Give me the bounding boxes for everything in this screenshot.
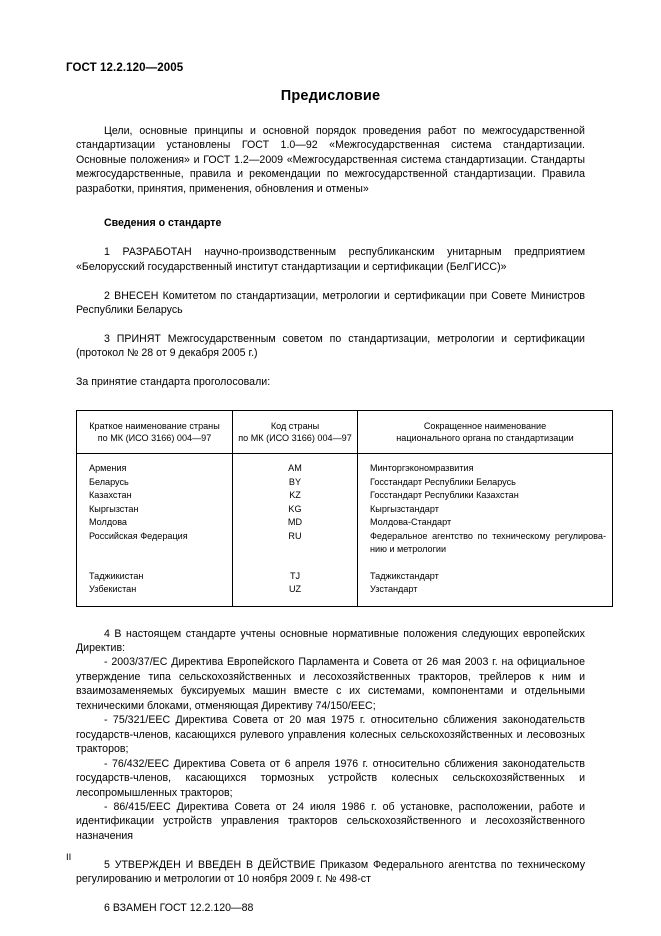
row-spacer (89, 543, 226, 556)
country-code: AM (288, 463, 302, 474)
spacer (76, 843, 585, 858)
intro-paragraph: Цели, основные принципы и основной порядок проведения работ по межгосударственной стандартизации установлены ГОСТ 1.0—92 «Межгосударственная система стандартизации. Основные положения» и ГОСТ 1.2—2009 «Межгосударственная система стандартизации. Стандарты межгосударственные, правила и рекомендации по межгосударственной стандартизации. Правила разработки, принятия, применения, обновления и отмены» (76, 125, 585, 195)
country-code: UZ (288, 584, 302, 595)
directive-item-3: - 76/432/ЕЕС Директива Совета от 6 апреля 1976 г. относительно сближения законодательств государств-членов, касающихся тормозных устройств колесных сельскохозяйственных и лесопромышленных тракторов; (76, 757, 585, 799)
row-spacer (370, 556, 606, 569)
final-item-approved: 5 УТВЕРЖДЕН И ВВЕДЕН В ДЕЙСТВИЕ Приказом Федерального агентства по техническому регулированию и метрологии от 10 ноября 2009 г. № 498-ст (76, 858, 585, 886)
organization-name-cont: нию и метрологии (370, 543, 447, 554)
spacer (76, 607, 585, 627)
table-cell-organizations (358, 454, 613, 606)
country-name: Таджикистан (89, 570, 144, 581)
page-number: II (66, 852, 72, 863)
header-line: по МК (ИСО 3166) 004—97 (238, 433, 352, 444)
row-spacer (89, 556, 226, 569)
spacer (76, 390, 585, 410)
country-code: BY (288, 476, 302, 487)
table-header-organization (358, 410, 613, 454)
cell-content (233, 454, 357, 605)
header-line: по МК (ИСО 3166) 004—97 (97, 433, 212, 444)
vote-intro-text: За принятие стандарта проголосовали: (76, 376, 271, 389)
spacer (76, 231, 585, 246)
table-head (77, 410, 613, 454)
table-header-code (233, 410, 358, 454)
header-line: Код страны (270, 420, 320, 431)
country-code: KG (288, 503, 302, 514)
table-body (77, 454, 613, 606)
table-cell-codes (233, 454, 358, 606)
organization-name: Молдова-Стандарт (370, 517, 452, 528)
info-item-1: 1 РАЗРАБОТАН научно-производственным республиканским унитарным предприятием «Белорусский государственный институт стандартизации и сертификации (БелГИСС)» (76, 246, 585, 273)
table-header-country (77, 410, 233, 454)
country-code: KZ (289, 490, 301, 501)
vote-table (76, 410, 613, 607)
standard-code-header: ГОСТ 12.2.120—2005 (66, 62, 184, 74)
header-line: национального органа по стандартизации (396, 433, 574, 444)
country-name: Беларусь (89, 476, 129, 487)
spacer (76, 196, 585, 216)
document-body (76, 124, 606, 916)
country-name: Казахстан (89, 490, 132, 501)
country-name: Молдова (89, 517, 127, 528)
spacer (76, 361, 585, 376)
country-name: Российская Федерация (89, 530, 188, 541)
country-code: RU (288, 530, 302, 541)
organization-name: Минторгэкономразвития (370, 463, 474, 474)
directives-lead: 4 В настоящем стандарте учтены основные нормативные положения следующих европейских Директив: (76, 627, 585, 654)
country-code: MD (287, 517, 303, 528)
organization-name: Госстандарт Республики Казахстан (370, 490, 519, 501)
country-name: Узбекистан (89, 584, 137, 595)
header-line: Краткое наименование страны (89, 420, 220, 431)
header-line: Сокращенное наименование (423, 420, 547, 431)
info-item-2: 2 ВНЕСЕН Комитетом по стандартизации, метрологии и сертификации при Совете Министров Республики Беларусь (76, 289, 585, 317)
directive-item-2: - 75/321/ЕЕС Директива Совета от 20 мая 1975 г. относительно сближения законодательств государств-членов, касающихся рулевого управления колесных сельскохозяйственных и лесовозных тракторов; (76, 714, 585, 756)
organization-name: Узстандарт (370, 584, 418, 595)
info-item-3: 3 ПРИНЯТ Межгосударственным советом по стандартизации, метрологии и сертификации (протокол № 28 от 9 декабря 2005 г.) (76, 333, 585, 360)
spacer (76, 274, 585, 289)
cell-content (358, 454, 612, 605)
table-cell-countries (77, 454, 233, 606)
row-spacer (239, 543, 351, 556)
final-item-replaces: 6 ВЗАМЕН ГОСТ 12.2.120—88 (104, 902, 254, 915)
table-row (77, 454, 613, 606)
table-header-row (77, 410, 613, 454)
country-name: Кыргызстан (89, 503, 139, 514)
country-name: Армения (89, 463, 127, 474)
country-code: TJ (289, 570, 301, 581)
organization-name: Таджикстандарт (370, 570, 439, 581)
organization-name: Кыргызстандарт (370, 503, 439, 514)
page-title: Предисловие (280, 88, 381, 104)
row-spacer (239, 556, 351, 569)
directive-item-1: - 2003/37/ЕС Директива Европейского Парламента и Совета от 26 мая 2003 г. на официальное утверждение типа сельскохозяйственных и лесохозяйственных тракторов, трейлеров к ним и взаимозаменяемых буксируемых машин вместе с их системами, компонентами и отдельными техническими блоками, отменяющая Директиву 74/150/ЕЕС; (76, 656, 585, 712)
directive-item-4: - 86/415/ЕЕС Директива Совета от 24 июля 1986 г. об установке, расположении, работе и идентификации устройств управления тракторов сельскохозяйственного и лесохозяйственного назначения (76, 800, 585, 842)
organization-name: Госстандарт Республики Беларусь (370, 476, 516, 487)
cell-content (77, 454, 232, 605)
spacer (76, 318, 585, 333)
section-heading-info: Сведения о стандарте (104, 217, 222, 230)
spacer (76, 887, 585, 902)
organization-name: Федеральное агентство по техническому регулирова- (370, 530, 606, 541)
